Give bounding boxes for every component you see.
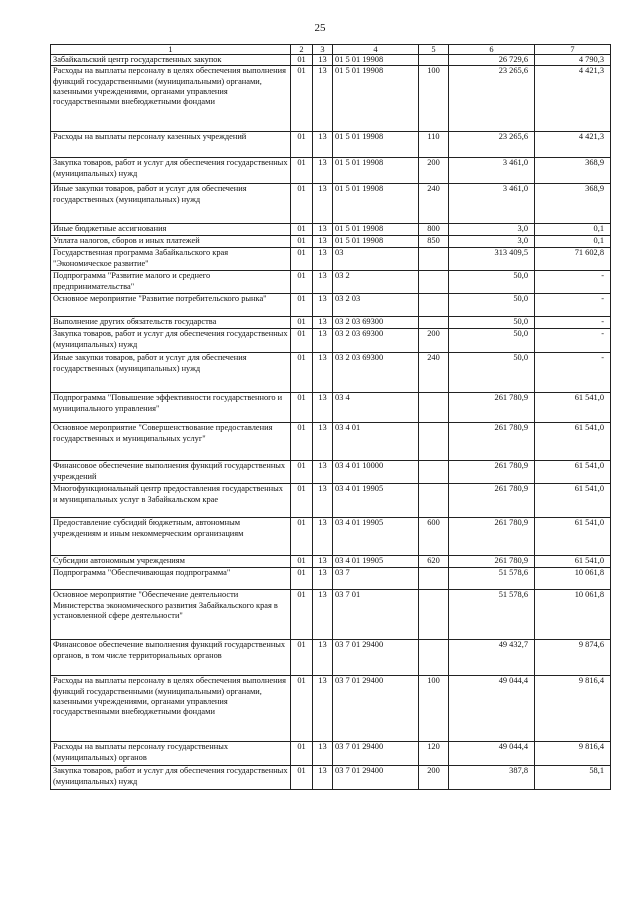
cell-amount-approved: 261 780,9 — [449, 423, 535, 461]
cell-name: Закупка товаров, работ и услуг для обеспечения государственных (муниципальных) нужд — [51, 329, 291, 353]
cell-subsection: 13 — [313, 184, 333, 224]
table-row — [51, 224, 611, 236]
cell-subsection: 13 — [313, 423, 333, 461]
table-row — [51, 132, 611, 158]
cell-subsection: 13 — [313, 484, 333, 518]
table-row — [51, 484, 611, 518]
cell-subsection: 13 — [313, 317, 333, 329]
cell-amount-executed: 0,1 — [535, 236, 611, 248]
cell-section: 01 — [291, 353, 313, 393]
cell-expense-type — [419, 590, 449, 640]
cell-subsection: 13 — [313, 224, 333, 236]
cell-target-article: 03 2 03 69300 — [333, 317, 419, 329]
cell-name: Забайкальский центр государственных закупок — [51, 55, 291, 66]
cell-section: 01 — [291, 568, 313, 590]
cell-amount-executed: - — [535, 353, 611, 393]
cell-expense-type: 110 — [419, 132, 449, 158]
cell-subsection: 13 — [313, 676, 333, 742]
cell-amount-executed: 0,1 — [535, 224, 611, 236]
cell-amount-approved: 49 044,4 — [449, 676, 535, 742]
cell-subsection: 13 — [313, 590, 333, 640]
cell-amount-approved: 261 780,9 — [449, 484, 535, 518]
cell-amount-executed: 10 061,8 — [535, 590, 611, 640]
cell-amount-approved: 51 578,6 — [449, 568, 535, 590]
cell-amount-executed: - — [535, 317, 611, 329]
cell-expense-type: 100 — [419, 66, 449, 132]
cell-section: 01 — [291, 484, 313, 518]
table-row — [51, 568, 611, 590]
cell-target-article: 03 7 — [333, 568, 419, 590]
cell-name: Многофункциональный центр предоставления государственных и муниципальных услуг в Забайкальском крае — [51, 484, 291, 518]
cell-amount-executed: 61 541,0 — [535, 484, 611, 518]
cell-expense-type — [419, 423, 449, 461]
cell-amount-executed: 368,9 — [535, 158, 611, 184]
cell-expense-type: 200 — [419, 329, 449, 353]
cell-section: 01 — [291, 224, 313, 236]
cell-name: Финансовое обеспечение выполнения функций государственных органов, в том числе территориальных органов — [51, 640, 291, 676]
cell-amount-executed: 61 541,0 — [535, 393, 611, 423]
cell-name: Основное мероприятие "Развитие потребительского рынка" — [51, 294, 291, 317]
cell-amount-approved: 26 729,6 — [449, 55, 535, 66]
cell-amount-approved: 23 265,6 — [449, 132, 535, 158]
cell-amount-approved: 261 780,9 — [449, 556, 535, 568]
cell-amount-executed: 9 816,4 — [535, 676, 611, 742]
cell-target-article: 03 4 01 19905 — [333, 484, 419, 518]
cell-amount-approved: 51 578,6 — [449, 590, 535, 640]
table-row — [51, 742, 611, 766]
cell-target-article: 03 4 01 19905 — [333, 556, 419, 568]
header-col-5: 5 — [419, 45, 449, 55]
header-col-7: 7 — [535, 45, 611, 55]
cell-section: 01 — [291, 271, 313, 294]
cell-expense-type — [419, 484, 449, 518]
table-row — [51, 271, 611, 294]
cell-subsection: 13 — [313, 158, 333, 184]
cell-amount-approved: 49 432,7 — [449, 640, 535, 676]
table-row — [51, 317, 611, 329]
cell-subsection: 13 — [313, 556, 333, 568]
cell-expense-type — [419, 461, 449, 484]
cell-section: 01 — [291, 329, 313, 353]
cell-target-article: 03 4 01 — [333, 423, 419, 461]
cell-name: Предоставление субсидий бюджетным, автономным учреждениям и иным некоммерческим организациям — [51, 518, 291, 556]
cell-subsection: 13 — [313, 393, 333, 423]
cell-target-article: 03 2 03 69300 — [333, 353, 419, 393]
cell-expense-type: 240 — [419, 353, 449, 393]
cell-expense-type: 100 — [419, 676, 449, 742]
table-row — [51, 236, 611, 248]
cell-name: Расходы на выплаты персоналу казенных учреждений — [51, 132, 291, 158]
cell-subsection: 13 — [313, 248, 333, 271]
cell-expense-type — [419, 317, 449, 329]
cell-amount-executed: 61 541,0 — [535, 423, 611, 461]
cell-subsection: 13 — [313, 132, 333, 158]
cell-amount-approved: 387,8 — [449, 766, 535, 790]
cell-expense-type: 240 — [419, 184, 449, 224]
table-row — [51, 640, 611, 676]
cell-name: Уплата налогов, сборов и иных платежей — [51, 236, 291, 248]
cell-expense-type: 620 — [419, 556, 449, 568]
cell-subsection: 13 — [313, 55, 333, 66]
cell-expense-type — [419, 568, 449, 590]
cell-amount-approved: 50,0 — [449, 353, 535, 393]
cell-amount-executed: 4 421,3 — [535, 132, 611, 158]
cell-target-article: 03 2 — [333, 271, 419, 294]
cell-name: Государственная программа Забайкальского края "Экономическое развитие" — [51, 248, 291, 271]
cell-amount-approved: 261 780,9 — [449, 518, 535, 556]
cell-amount-approved: 313 409,5 — [449, 248, 535, 271]
cell-name: Иные бюджетные ассигнования — [51, 224, 291, 236]
cell-section: 01 — [291, 55, 313, 66]
cell-amount-executed: 10 061,8 — [535, 568, 611, 590]
cell-target-article: 03 4 — [333, 393, 419, 423]
cell-target-article: 01 5 01 19908 — [333, 236, 419, 248]
cell-amount-executed: - — [535, 271, 611, 294]
cell-section: 01 — [291, 556, 313, 568]
cell-name: Расходы на выплаты персоналу государственных (муниципальных) органов — [51, 742, 291, 766]
table-row — [51, 66, 611, 132]
table-row — [51, 158, 611, 184]
cell-section: 01 — [291, 461, 313, 484]
cell-section: 01 — [291, 742, 313, 766]
cell-section: 01 — [291, 158, 313, 184]
cell-name: Закупка товаров, работ и услуг для обеспечения государственных (муниципальных) нужд — [51, 766, 291, 790]
cell-target-article: 01 5 01 19908 — [333, 66, 419, 132]
cell-subsection: 13 — [313, 461, 333, 484]
cell-expense-type: 850 — [419, 236, 449, 248]
cell-amount-approved: 261 780,9 — [449, 393, 535, 423]
cell-name: Выполнение других обязательств государства — [51, 317, 291, 329]
cell-target-article: 03 7 01 29400 — [333, 766, 419, 790]
cell-name: Иные закупки товаров, работ и услуг для обеспечения государственных (муниципальных) нужд — [51, 353, 291, 393]
cell-section: 01 — [291, 590, 313, 640]
cell-section: 01 — [291, 676, 313, 742]
cell-amount-executed: 58,1 — [535, 766, 611, 790]
cell-expense-type — [419, 294, 449, 317]
cell-name: Подпрограмма "Развитие малого и среднего предпринимательства" — [51, 271, 291, 294]
cell-expense-type: 120 — [419, 742, 449, 766]
cell-subsection: 13 — [313, 518, 333, 556]
table-row — [51, 461, 611, 484]
cell-subsection: 13 — [313, 66, 333, 132]
cell-amount-executed: 368,9 — [535, 184, 611, 224]
cell-expense-type: 200 — [419, 766, 449, 790]
cell-amount-approved: 50,0 — [449, 294, 535, 317]
cell-subsection: 13 — [313, 742, 333, 766]
cell-target-article: 03 7 01 29400 — [333, 676, 419, 742]
cell-target-article: 03 7 01 — [333, 590, 419, 640]
cell-name: Субсидии автономным учреждениям — [51, 556, 291, 568]
cell-subsection: 13 — [313, 236, 333, 248]
cell-amount-approved: 50,0 — [449, 317, 535, 329]
cell-name: Финансовое обеспечение выполнения функций государственных учреждений — [51, 461, 291, 484]
table-row — [51, 184, 611, 224]
cell-subsection: 13 — [313, 640, 333, 676]
cell-amount-approved: 50,0 — [449, 271, 535, 294]
cell-target-article: 01 5 01 19908 — [333, 184, 419, 224]
cell-expense-type: 200 — [419, 158, 449, 184]
table-row — [51, 766, 611, 790]
budget-table — [50, 44, 611, 790]
cell-target-article: 03 7 01 29400 — [333, 742, 419, 766]
cell-target-article: 01 5 01 19908 — [333, 158, 419, 184]
table-row — [51, 556, 611, 568]
cell-name: Основное мероприятие "Обеспечение деятельности Министерства экономического развития Забайкальского края в установленной сфере деятельности" — [51, 590, 291, 640]
cell-amount-executed: - — [535, 329, 611, 353]
cell-amount-executed: 61 541,0 — [535, 556, 611, 568]
cell-section: 01 — [291, 294, 313, 317]
cell-expense-type — [419, 248, 449, 271]
table-row — [51, 590, 611, 640]
cell-name: Подпрограмма "Повышение эффективности государственного и муниципального управления" — [51, 393, 291, 423]
cell-target-article: 03 4 01 10000 — [333, 461, 419, 484]
header-row — [51, 45, 611, 55]
cell-expense-type — [419, 640, 449, 676]
cell-amount-executed: 4 421,3 — [535, 66, 611, 132]
table-row — [51, 423, 611, 461]
table-row — [51, 294, 611, 317]
cell-section: 01 — [291, 393, 313, 423]
cell-amount-executed: 9 874,6 — [535, 640, 611, 676]
cell-amount-approved: 3 461,0 — [449, 184, 535, 224]
table-row — [51, 676, 611, 742]
cell-subsection: 13 — [313, 766, 333, 790]
cell-section: 01 — [291, 766, 313, 790]
cell-subsection: 13 — [313, 568, 333, 590]
table-row — [51, 248, 611, 271]
header-col-1: 1 — [51, 45, 291, 55]
cell-amount-executed: 4 790,3 — [535, 55, 611, 66]
header-col-3: 3 — [313, 45, 333, 55]
cell-expense-type — [419, 393, 449, 423]
cell-amount-approved: 3,0 — [449, 224, 535, 236]
cell-section: 01 — [291, 248, 313, 271]
cell-subsection: 13 — [313, 294, 333, 317]
header-col-2: 2 — [291, 45, 313, 55]
cell-amount-approved: 3,0 — [449, 236, 535, 248]
cell-section: 01 — [291, 518, 313, 556]
table-row — [51, 55, 611, 66]
cell-subsection: 13 — [313, 329, 333, 353]
cell-section: 01 — [291, 184, 313, 224]
cell-section: 01 — [291, 236, 313, 248]
cell-target-article: 03 — [333, 248, 419, 271]
cell-amount-approved: 49 044,4 — [449, 742, 535, 766]
cell-subsection: 13 — [313, 271, 333, 294]
cell-section: 01 — [291, 423, 313, 461]
cell-amount-executed: 71 602,8 — [535, 248, 611, 271]
cell-target-article: 01 5 01 19908 — [333, 224, 419, 236]
cell-name: Основное мероприятие "Совершенствование предоставления государственных и муниципальных услуг" — [51, 423, 291, 461]
cell-amount-executed: 9 816,4 — [535, 742, 611, 766]
cell-amount-approved: 50,0 — [449, 329, 535, 353]
cell-expense-type: 800 — [419, 224, 449, 236]
cell-name: Закупка товаров, работ и услуг для обеспечения государственных (муниципальных) нужд — [51, 158, 291, 184]
cell-amount-executed: 61 541,0 — [535, 518, 611, 556]
table-row — [51, 329, 611, 353]
cell-name: Расходы на выплаты персоналу в целях обеспечения выполнения функций государственными (муниципальными) органами, казенными учреждениями, органами управления государственными внебюджетными фондами — [51, 66, 291, 132]
cell-amount-approved: 23 265,6 — [449, 66, 535, 132]
table-body — [51, 55, 611, 790]
cell-target-article: 03 4 01 19905 — [333, 518, 419, 556]
cell-target-article: 01 5 01 19908 — [333, 132, 419, 158]
cell-amount-approved: 3 461,0 — [449, 158, 535, 184]
cell-expense-type: 600 — [419, 518, 449, 556]
cell-target-article: 03 7 01 29400 — [333, 640, 419, 676]
cell-target-article: 03 2 03 — [333, 294, 419, 317]
cell-name: Иные закупки товаров, работ и услуг для обеспечения государственных (муниципальных) нужд — [51, 184, 291, 224]
cell-amount-executed: 61 541,0 — [535, 461, 611, 484]
header-col-6: 6 — [449, 45, 535, 55]
cell-section: 01 — [291, 317, 313, 329]
cell-expense-type — [419, 271, 449, 294]
cell-target-article: 03 2 03 69300 — [333, 329, 419, 353]
header-col-4: 4 — [333, 45, 419, 55]
cell-section: 01 — [291, 640, 313, 676]
cell-subsection: 13 — [313, 353, 333, 393]
cell-expense-type — [419, 55, 449, 66]
cell-name: Подпрограмма "Обеспечивающая подпрограмма" — [51, 568, 291, 590]
cell-amount-approved: 261 780,9 — [449, 461, 535, 484]
cell-amount-executed: - — [535, 294, 611, 317]
table-row — [51, 353, 611, 393]
cell-section: 01 — [291, 66, 313, 132]
table-row — [51, 518, 611, 556]
cell-name: Расходы на выплаты персоналу в целях обеспечения выполнения функций государственными (муниципальными) органами, казенными учреждениями, органами управления государственными внебюджетными фондами — [51, 676, 291, 742]
cell-target-article: 01 5 01 19908 — [333, 55, 419, 66]
table-row — [51, 393, 611, 423]
page-number: 25 — [314, 22, 326, 34]
cell-section: 01 — [291, 132, 313, 158]
